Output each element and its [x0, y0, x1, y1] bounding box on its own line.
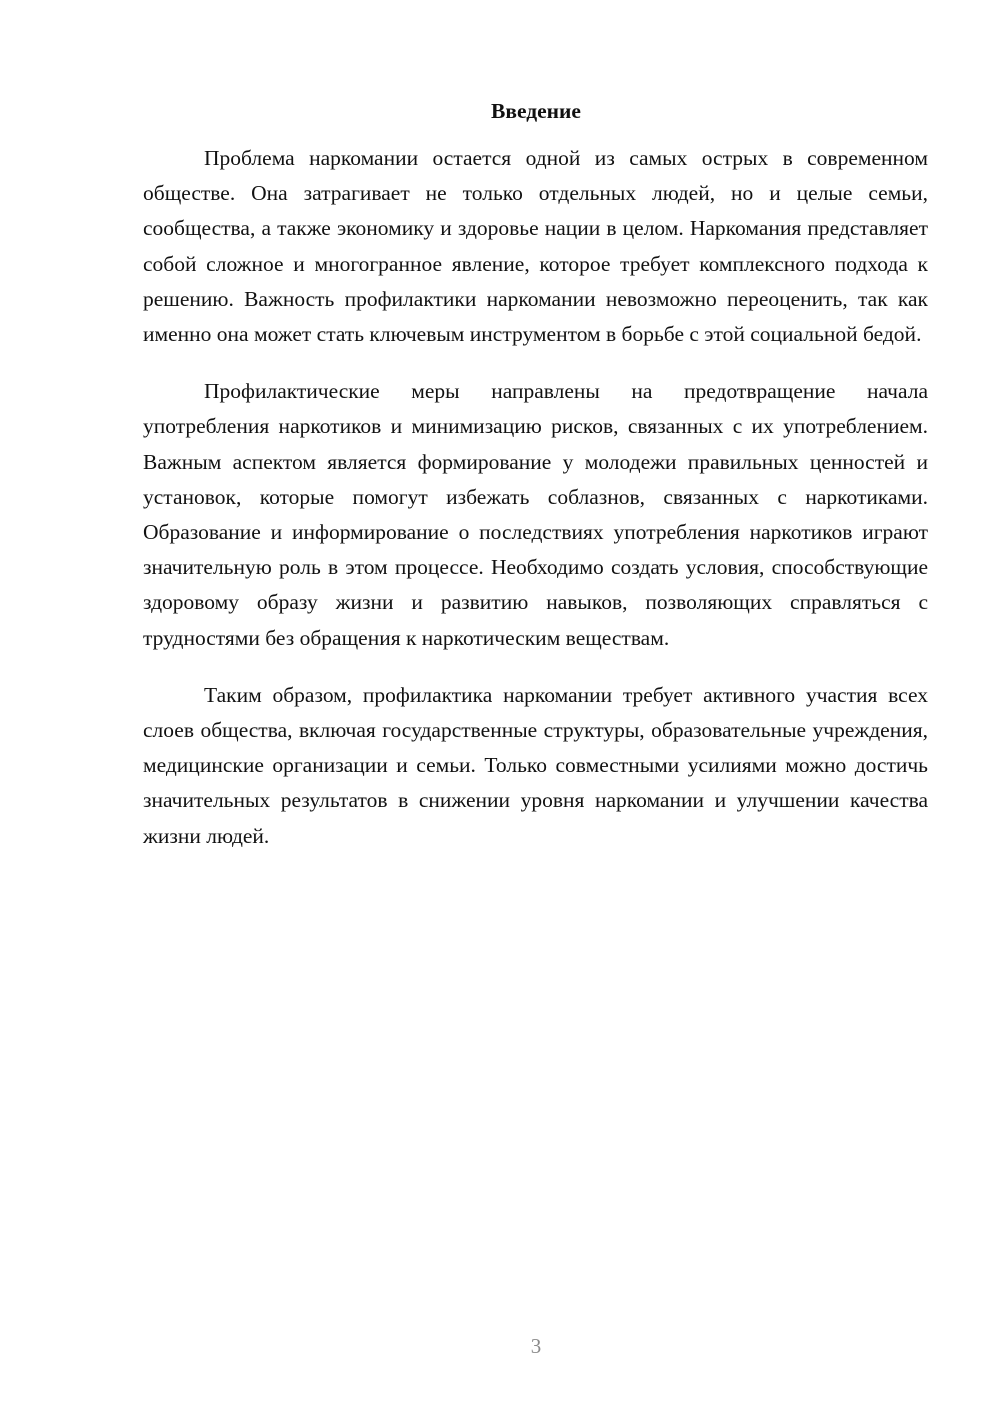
- paragraph-2: Профилактические меры направлены на предотвращение начала употребления наркотиков и минимизацию рисков, связанных с их употреблением. Важным аспектом является формирование у молодежи правильных ценностей и установок, которые помогут избежать соблазнов, связанных с наркотиками. Образование и информирование о последствиях употребления наркотиков играют значительную роль в этом процессе. Необходимо создать условия, способствующие здоровому образу жизни и развитию навыков, позволяющих справляться с трудностями без обращения к наркотическим веществам.: [143, 379, 928, 650]
- section-title: Введение: [491, 99, 581, 123]
- body-text: [143, 141, 928, 876]
- paragraph-3: Таким образом, профилактика наркомании требует активного участия всех слоев общества, включая государственные структуры, образовательные учреждения, медицинские организации и семьи. Только совместными усилиями можно достичь значительных результатов в снижении уровня наркомании и улучшении качества жизни людей.: [143, 682, 928, 848]
- page-number: 3: [530, 1334, 542, 1358]
- paragraph-1: Проблема наркомании остается одной из самых острых в современном обществе. Она затрагивает не только отдельных людей, но и целые семьи, сообщества, а также экономику и здоровье нации в целом. Наркомания представляет собой сложное и многогранное явление, которое требует комплексного подхода к решению. Важность профилактики наркомании невозможно переоценить, так как именно она может стать ключевым инструментом в борьбе с этой социальной бедой.: [143, 146, 928, 347]
